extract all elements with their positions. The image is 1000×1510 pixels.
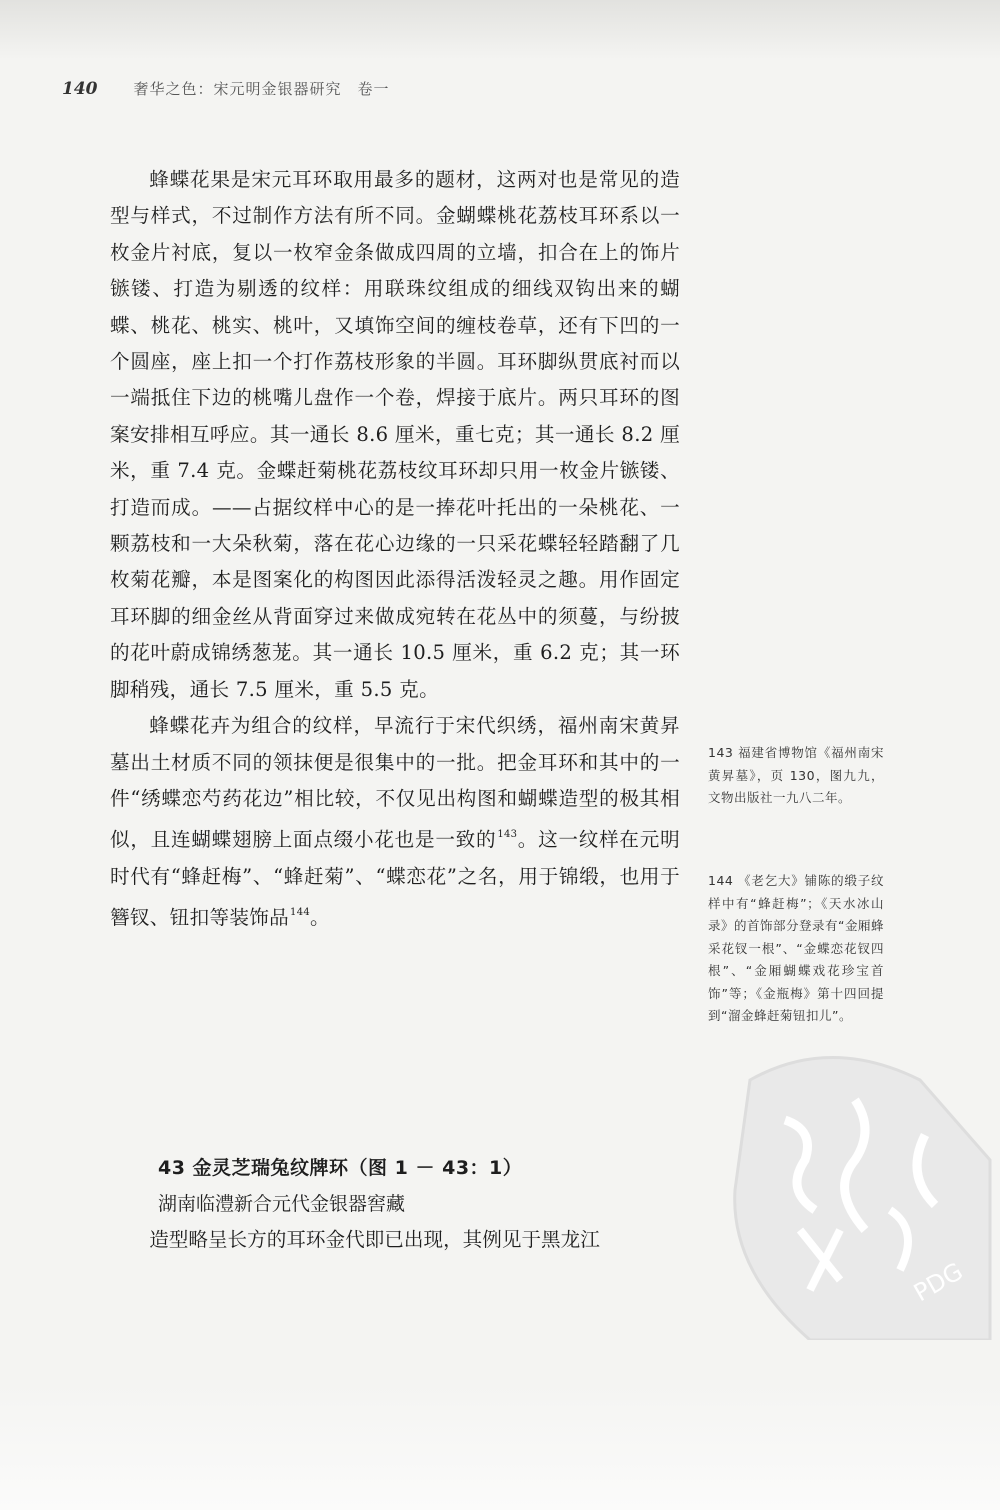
paragraph-1 xyxy=(110,162,680,708)
paragraph-2-text-c: 。 xyxy=(310,906,330,930)
sidenote-143: 143 福建省博物馆《福州南宋黄昇墓》，页 130，图九九，文物出版社一九八二年。 xyxy=(708,745,884,805)
section-title: 43 金灵芝瑞兔纹牌环（图 1 － 43：1） xyxy=(158,1157,523,1179)
page-header xyxy=(62,78,390,102)
scan-top-shadow xyxy=(0,0,1000,60)
library-seal-watermark xyxy=(690,1040,1000,1340)
section-subtitle: 湖南临澧新合元代金银器窖藏 xyxy=(158,1193,406,1215)
page-number: 140 xyxy=(62,79,98,99)
footnote-ref-144[interactable]: 144 xyxy=(290,907,311,919)
section-43 xyxy=(110,1150,680,1258)
running-head: 奢华之色：宋元明金银器研究 卷一 xyxy=(133,80,390,98)
paragraph-2 xyxy=(110,708,680,936)
watermark-pdg-text: PDG xyxy=(909,1257,968,1308)
paragraph-1-text: 蜂蝶花果是宋元耳环取用最多的题材，这两对也是常见的造型与样式，不过制作方法有所不同。金蝴蝶桃花荔枝耳环系以一枚金片衬底，复以一枚窄金条做成四周的立墙，扣合在上的饰片镞镂、打造为剔透的纹样：用联珠纹组成的细线双钩出来的蝴蝶、桃花、桃实、桃叶，又填饰空间的缠枝卷草，还有下凹的一个圆座，座上扣一个打作荔枝形象的半圆。耳环脚纵贯底衬而以一端抵住下边的桃嘴儿盘作一个卷，焊接于底片。两只耳环的图案安排相互呼应。其一通长 8.6 厘米，重七克；其一通长 8.2 厘米，重 7.4 克。金蝶赶菊桃花荔枝纹耳环却只用一枚金片镞镂、打造而成。——占据纹样中心的是一捧花叶托出的一朵桃花、一颗荔枝和一大朵秋菊，落在花心边缘的一只采花蝶轻轻踏翻了几枚菊花瓣，本是图案化的构图因此添得活泼轻灵之趣。用作固定耳环脚的细金丝从背面穿过来做成宛转在花丛中的须蔓，与纷披的花叶蔚成锦绣葱茏。其一通长 10.5 厘米，重 6.2 克；其一环脚稍残，通长 7.5 厘米，重 5.5 克。 xyxy=(110,168,680,701)
section-paragraph: 造型略呈长方的耳环金代即已出现，其例见于黑龙江 xyxy=(149,1228,600,1251)
main-text xyxy=(110,162,680,937)
sidenote-144: 144 《老乞大》铺陈的缎子纹样中有“蜂赶梅”；《天水冰山录》的首饰部分登录有“金厢蜂采花钗一根”、“金蝶恋花钗四根”、“金厢蝴蝶戏花珍宝首饰”等；《金瓶梅》第十四回提到“溜金蜂赶菊钮扣儿”。 xyxy=(708,873,884,1023)
paragraph-2-text-a: 蜂蝶花卉为组合的纹样，早流行于宋代织绣，福州南宋黄昇墓出土材质不同的领抹便是很集中的一批。把金耳环和其中的一件“绣蝶恋芍药花边”相比较，不仅见出构图和蝴蝶造型的极其相似，且连蝴蝶翅膀上面点缀小花也是一致的 xyxy=(110,714,680,852)
footnote-ref-143[interactable]: 143 xyxy=(497,829,518,841)
paragraph-2-text-b: 。这一纹样在元明时代有“蜂赶梅”、“蜂赶菊”、“蝶恋花”之名，用于锦缎，也用于簪钗、钮扣等装饰品 xyxy=(110,828,680,930)
scan-bottom-area xyxy=(0,1380,1000,1510)
